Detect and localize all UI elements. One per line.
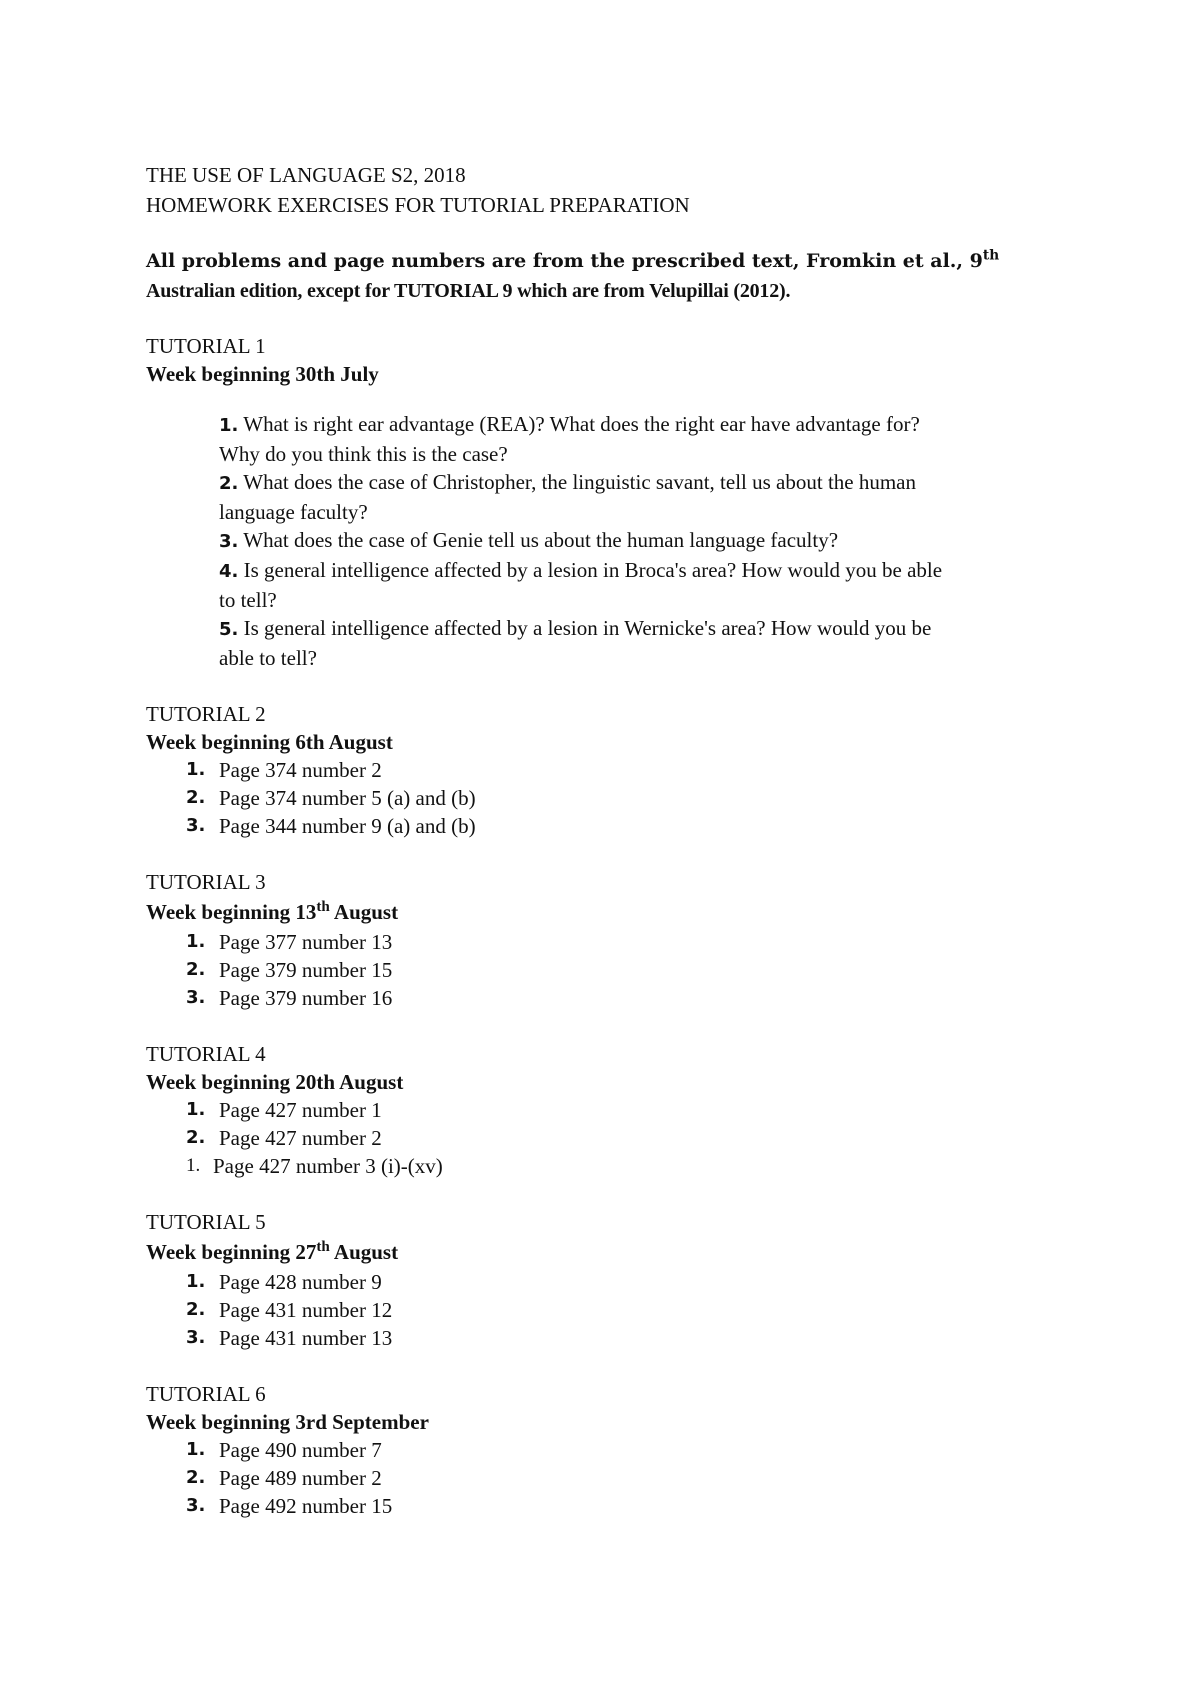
intro-paragraph [146,246,1066,306]
list-item [186,1268,1066,1296]
tutorial-3-week [146,896,1066,928]
question-text-cont: to tell? [219,588,277,612]
intro-line-1-sup: th [982,247,1000,264]
item-number: 1. [186,1271,206,1292]
list-item [186,1324,1066,1352]
list-item [186,984,1066,1012]
tutorial-6-title: TUTORIAL 6 [146,1382,266,1406]
item-text: Page 490 number 7 [219,1438,382,1462]
item-text: Page 379 number 16 [219,986,393,1010]
tutorial-2-week: Week beginning 6th August [146,730,393,754]
item-text: Page 431 number 12 [219,1298,393,1322]
week-text-post: August [329,1240,399,1264]
document-subtitle: HOMEWORK EXERCISES FOR TUTORIAL PREPARATION [146,193,690,217]
question-number: 2. [219,473,239,494]
intro-line-2: Australian edition, except for TUTORIAL 9 which are from Velupillai (2012). [146,280,791,302]
tutorial-4-items [146,1096,1066,1180]
document-title: THE USE OF LANGUAGE S2, 2018 [146,163,466,187]
item-text: Page 379 number 15 [219,958,393,982]
tutorial-5-items [146,1268,1066,1352]
tutorial-6-week: Week beginning 3rd September [146,1410,429,1434]
document-content [146,160,1066,1520]
question-item [219,614,1059,672]
week-text: Week beginning 27 [146,1240,317,1264]
item-number: 3. [186,1327,206,1348]
question-text-cont: able to tell? [219,646,317,670]
week-sup: th [316,899,330,915]
question-number: 3. [219,531,239,552]
tutorial-1-questions [146,410,1059,672]
item-text: Page 492 number 15 [219,1494,393,1518]
item-number: 1. [186,931,206,952]
tutorial-6-section [146,1380,1066,1520]
tutorial-4-week: Week beginning 20th August [146,1070,404,1094]
item-text: Page 428 number 9 [219,1270,382,1294]
item-number: 2. [186,787,206,808]
item-text: Page 377 number 13 [219,930,393,954]
question-number: 5. [219,619,239,640]
item-text: Page 427 number 2 [219,1126,382,1150]
item-number: 2. [186,1127,206,1148]
list-item [186,784,1066,812]
tutorial-4-section [146,1040,1066,1180]
list-item [186,1436,1066,1464]
item-text: Page 427 number 3 (i)-(xv) [213,1154,443,1178]
tutorial-6-items [146,1436,1066,1520]
item-number: 3. [186,987,206,1008]
item-text: Page 344 number 9 (a) and (b) [219,814,476,838]
list-item [186,1464,1066,1492]
tutorial-1-section [146,332,1066,672]
item-number: 1. [186,1439,206,1460]
item-number: 1. [186,1099,206,1120]
question-text-cont: Why do you think this is the case? [219,442,508,466]
tutorial-3-items [146,928,1066,1012]
list-item [186,1124,1066,1152]
tutorial-2-title: TUTORIAL 2 [146,702,266,726]
tutorial-4-title: TUTORIAL 4 [146,1042,266,1066]
item-number: 2. [186,1299,206,1320]
question-text: Is general intelligence affected by a lesion in Broca's area? How would you be able [243,558,943,582]
list-item [186,756,1066,784]
item-number: 2. [186,1467,206,1488]
item-text: Page 489 number 2 [219,1466,382,1490]
item-number: 3. [186,815,206,836]
question-text: What is right ear advantage (REA)? What does the right ear have advantage for? [243,412,920,436]
list-item [186,928,1066,956]
question-item [219,410,1059,468]
week-text-post: August [329,900,399,924]
tutorial-5-title: TUTORIAL 5 [146,1210,266,1234]
tutorial-3-section [146,868,1066,1012]
tutorial-5-week [146,1236,1066,1268]
item-number: 2. [186,959,206,980]
item-number: 1. [186,1155,201,1176]
item-text: Page 374 number 2 [219,758,382,782]
item-text: Page 431 number 13 [219,1326,393,1350]
week-sup: th [316,1239,330,1255]
question-item [219,556,1059,614]
item-number: 3. [186,1495,206,1516]
intro-line-1 [146,246,1066,276]
list-item [186,1296,1066,1324]
tutorial-2-section [146,700,1066,840]
tutorial-3-title: TUTORIAL 3 [146,870,266,894]
list-item [186,956,1066,984]
tutorial-1-week: Week beginning 30th July [146,362,379,386]
question-item [219,468,1059,526]
week-text: Week beginning 13 [146,900,317,924]
question-text: Is general intelligence affected by a lesion in Wernicke's area? How would you be [243,616,932,640]
question-text: What does the case of Christopher, the linguistic savant, tell us about the human [243,470,916,494]
tutorial-1-title: TUTORIAL 1 [146,334,266,358]
item-number: 1. [186,759,206,780]
list-item [186,812,1066,840]
question-number: 4. [219,561,239,582]
question-number: 1. [219,415,239,436]
intro-line-1-text: All problems and page numbers are from the prescribed text, Fromkin et al., 9 [146,250,983,272]
list-item [186,1096,1066,1124]
tutorial-2-items [146,756,1066,840]
list-item [186,1152,1066,1180]
item-text: Page 427 number 1 [219,1098,382,1122]
question-item [219,526,1059,556]
tutorial-5-section [146,1208,1066,1352]
question-text: What does the case of Genie tell us about the human language faculty? [243,528,839,552]
item-text: Page 374 number 5 (a) and (b) [219,786,476,810]
list-item [186,1492,1066,1520]
question-text-cont: language faculty? [219,500,368,524]
